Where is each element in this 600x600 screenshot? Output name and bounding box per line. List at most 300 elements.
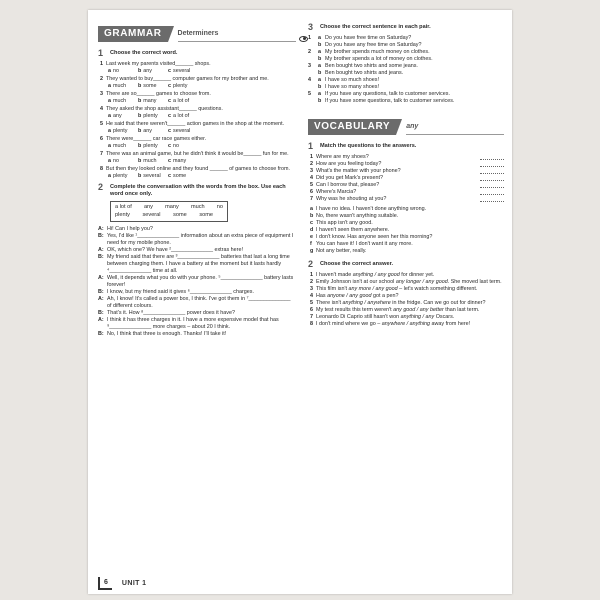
- grammar-exercise-2: [98, 184, 296, 338]
- option-letter: a: [108, 128, 111, 134]
- answer-items: [308, 272, 504, 328]
- item-number: 4: [310, 293, 313, 299]
- line-text: My friend said that there are ³______________ batteries that last a long time between charging them. I have a battery at the moment but it lasts hardly ⁴______________ time at all.: [107, 254, 290, 274]
- eye-icon: [299, 36, 308, 42]
- grammar-tag: GRAMMAR: [98, 26, 168, 42]
- line-text: That's it. How ⁸______________ power does it have?: [107, 310, 235, 316]
- box-word: several: [142, 211, 161, 218]
- box-word: plenty: [115, 211, 130, 218]
- speaker: B:: [98, 310, 104, 316]
- sentence-text: My brother spends much money on clothes.: [325, 49, 430, 55]
- vocabulary-subtitle: any: [406, 122, 504, 135]
- answer-item: [308, 272, 504, 279]
- pair-number: 4: [308, 77, 311, 83]
- sentence-text: Do you have any free time on Saturday?: [325, 42, 422, 48]
- option-letter: c: [168, 113, 171, 119]
- item-text: [316, 300, 504, 307]
- option: [108, 113, 138, 120]
- pair-number: 1: [308, 35, 311, 41]
- text-before: I haven't made: [316, 272, 353, 278]
- option: [108, 83, 138, 90]
- question-number: 3: [100, 91, 103, 97]
- option-text: plenty: [113, 128, 128, 134]
- box-word: no: [216, 204, 223, 210]
- answer-text: No, there wasn't anything suitable.: [316, 213, 399, 219]
- option-text: much: [113, 98, 127, 104]
- option: [138, 68, 168, 75]
- question-number: 5: [310, 182, 313, 188]
- page-number: 6: [98, 577, 112, 590]
- question-number: 1: [310, 154, 313, 160]
- unit-label: UNIT 1: [121, 580, 147, 587]
- option: [168, 113, 198, 120]
- right-column: [308, 24, 504, 328]
- dialogue-line: [98, 296, 296, 310]
- question-text: Why was he shouting at you?: [316, 196, 387, 202]
- exercise-number: 2: [98, 182, 104, 192]
- pair-number-spacer: [308, 70, 318, 77]
- option: [108, 143, 138, 150]
- option-letter: b: [318, 42, 322, 48]
- question-number: 8: [100, 166, 103, 172]
- option-text: any: [113, 113, 122, 119]
- line-text: Hi! Can I help you?: [107, 226, 153, 232]
- option: [138, 143, 168, 150]
- match-answer: [308, 213, 504, 220]
- option-letter: c: [168, 98, 171, 104]
- match-question: [308, 161, 504, 168]
- answer-text: You can have it! I don't want it any more.: [316, 241, 413, 247]
- question-text: There were______ car race games either.: [106, 136, 207, 142]
- box-word: any: [143, 204, 153, 210]
- option: [138, 98, 168, 105]
- option: [138, 158, 168, 165]
- option-text: any: [143, 128, 152, 134]
- answer-text: I haven't seen them anywhere.: [316, 227, 390, 233]
- question-text: What's the matter with your phone?: [316, 168, 401, 174]
- option-text: a lot of: [173, 98, 190, 104]
- option-letter: a: [318, 77, 321, 83]
- question-item: [98, 76, 296, 83]
- item-text: [316, 321, 504, 328]
- option-letter: b: [138, 113, 142, 119]
- match-answer: [308, 248, 504, 255]
- option-letter: c: [168, 143, 171, 149]
- question-text: But then they looked online and they found ______ of games to choose from.: [106, 166, 291, 172]
- question-number: 2: [310, 161, 313, 167]
- sentence-text: Ben bought two shirts and some jeans.: [325, 63, 418, 69]
- dialogue-line: [98, 275, 296, 289]
- option: [108, 158, 138, 165]
- option-letter: b: [318, 98, 322, 104]
- option-text: any: [143, 68, 152, 74]
- option-letter: b: [318, 70, 322, 76]
- text-after: than last term.: [443, 307, 480, 313]
- match-question: [308, 189, 504, 196]
- question-item: [98, 166, 296, 173]
- speaker: A:: [98, 317, 104, 323]
- vocabulary-banner: [308, 117, 504, 135]
- match-question: [308, 154, 504, 161]
- sentence-option: [308, 35, 504, 42]
- option-letter: b: [318, 84, 322, 90]
- answer-blank: [480, 168, 504, 174]
- grammar-ex1-items: [98, 61, 296, 180]
- answer-item: [308, 321, 504, 328]
- match-answer: [308, 220, 504, 227]
- left-column: [98, 24, 296, 338]
- option-letter: a: [318, 35, 321, 41]
- dialogue-line: [98, 289, 296, 296]
- item-number: 1: [310, 272, 313, 278]
- question-number: 6: [100, 136, 103, 142]
- page-footer: [98, 577, 146, 590]
- pair-number-spacer: [308, 42, 318, 49]
- sentence-option: [308, 42, 504, 49]
- option-letter: a: [108, 98, 111, 104]
- choice-options: anywhere / anything: [381, 321, 431, 327]
- item-text: [316, 307, 504, 314]
- choice-options: any more / any good: [348, 286, 398, 292]
- match-answer: [308, 241, 504, 248]
- option-letter: b: [138, 83, 142, 89]
- match-answers: [308, 206, 504, 255]
- sentence-text: Ben bought two shirts and jeans.: [325, 70, 404, 76]
- answer-options: [98, 143, 296, 150]
- text-before: Emily Johnson isn't at our school: [316, 279, 396, 285]
- question-item: [98, 106, 296, 113]
- dialogue-line: [98, 226, 296, 233]
- pair-number: 2: [308, 49, 311, 55]
- option-letter: a: [108, 143, 111, 149]
- item-text: [316, 314, 504, 321]
- line-text: I think it has three charges in it. I have a more expensive model that has ⁹______________ more charges – about 20 I think.: [107, 317, 279, 330]
- option-text: many: [143, 98, 157, 104]
- option: [168, 143, 198, 150]
- match-answer: [308, 227, 504, 234]
- choice-options: any good / any better: [393, 307, 444, 313]
- item-number: 8: [310, 321, 313, 327]
- answer-options: [98, 158, 296, 165]
- answer-blank: [480, 189, 504, 195]
- text-after: in the fridge. Can we go out for dinner?: [390, 300, 486, 306]
- text-before: Has: [316, 293, 328, 299]
- option-text: much: [113, 143, 127, 149]
- text-after: . She moved last term.: [447, 279, 502, 285]
- answer-text: Not any better, really.: [316, 248, 367, 254]
- exercise-number: 3: [308, 22, 314, 32]
- answer-options: [98, 98, 296, 105]
- sentence-text: If you have any questions, talk to customer services.: [325, 91, 450, 97]
- answer-letter: d: [310, 227, 314, 233]
- option-letter: c: [168, 173, 171, 179]
- option-text: plenty: [173, 83, 188, 89]
- sentence-option: [308, 84, 504, 91]
- pair-number: 3: [308, 63, 311, 69]
- line-text: I know, but my friend said it gives ⁶______________ charges.: [107, 289, 254, 295]
- question-text: He said that there weren't______ action games in the shop at the moment.: [106, 121, 285, 127]
- question-item: [98, 91, 296, 98]
- option-text: a lot of: [173, 113, 190, 119]
- option-letter: a: [108, 173, 111, 179]
- option: [168, 68, 198, 75]
- grammar-subtitle: Determiners: [178, 29, 296, 42]
- option: [108, 68, 138, 75]
- question-text: Can I borrow that, please?: [316, 182, 380, 188]
- grammar-exercise-1: [98, 50, 296, 180]
- question-text: Where's Marcia?: [316, 189, 357, 195]
- text-after: for dinner yet.: [399, 272, 435, 278]
- question-item: [98, 121, 296, 128]
- grammar-banner: [98, 24, 296, 42]
- answer-letter: a: [310, 206, 313, 212]
- vocabulary-tag: VOCABULARY: [308, 119, 396, 135]
- text-before: My test results this term weren't: [316, 307, 394, 313]
- speaker: A:: [98, 296, 104, 302]
- question-number: 1: [100, 61, 103, 67]
- answer-letter: e: [310, 234, 313, 240]
- pair-number: 5: [308, 91, 311, 97]
- option-letter: b: [318, 56, 322, 62]
- item-number: 3: [310, 286, 313, 292]
- exercise-title: Choose the correct sentence in each pair.: [320, 24, 431, 30]
- speaker: A:: [98, 247, 104, 253]
- option: [138, 173, 168, 180]
- word-box: [110, 201, 228, 222]
- question-text: Where are my shoes?: [316, 154, 369, 160]
- option-letter: a: [108, 158, 111, 164]
- answer-options: [98, 83, 296, 90]
- option: [138, 113, 168, 120]
- item-text: [316, 293, 504, 300]
- option-letter: c: [168, 158, 171, 164]
- question-number: 7: [310, 196, 313, 202]
- answer-blank: [480, 196, 504, 202]
- conversation: [98, 226, 296, 338]
- option-text: much: [113, 83, 127, 89]
- option-letter: a: [108, 113, 111, 119]
- sentence-option: [308, 56, 504, 63]
- speaker: A:: [98, 275, 104, 281]
- option-letter: b: [138, 173, 142, 179]
- speaker: B:: [98, 331, 104, 337]
- question-text: Did you get Mark's present?: [316, 175, 383, 181]
- text-after: got a pen?: [371, 293, 399, 299]
- dialogue-line: [98, 331, 296, 338]
- question-text: They wanted to buy______ computer games for my brother and me.: [106, 76, 269, 82]
- answer-item: [308, 286, 504, 293]
- answer-item: [308, 314, 504, 321]
- text-before: I don't mind where we go –: [316, 321, 382, 327]
- option-letter: a: [108, 83, 111, 89]
- option-letter: b: [138, 68, 142, 74]
- speaker: A:: [98, 226, 104, 232]
- match-answer: [308, 234, 504, 241]
- answer-letter: g: [310, 248, 314, 254]
- match-question: [308, 175, 504, 182]
- speaker: B:: [98, 233, 104, 239]
- option-text: several: [173, 68, 191, 74]
- exercise-number: 1: [98, 48, 104, 58]
- exercise-title: Choose the correct answer.: [320, 261, 394, 267]
- dialogue-line: [98, 233, 296, 247]
- option: [108, 128, 138, 135]
- line-text: Well, it depends what you do with your phone. ⁵______________ battery lasts forever!: [107, 275, 294, 288]
- answer-options: [98, 113, 296, 120]
- sentence-text: If you have some questions, talk to customer services.: [325, 98, 455, 104]
- dialogue-line: [98, 310, 296, 317]
- answer-blank: [480, 175, 504, 181]
- item-number: 6: [310, 307, 313, 313]
- choice-options: anyone / any good: [327, 293, 372, 299]
- option-letter: a: [318, 63, 321, 69]
- question-text: How are you feeling today?: [316, 161, 382, 167]
- option: [168, 128, 198, 135]
- sentence-text: I have so much shoes!: [325, 77, 379, 83]
- question-number: 5: [100, 121, 103, 127]
- dialogue-line: [98, 254, 296, 275]
- option: [168, 173, 198, 180]
- question-number: 7: [100, 151, 103, 157]
- line-text: OK, which one? We have ²______________ extras here!: [107, 247, 243, 253]
- question-number: 6: [310, 189, 313, 195]
- answer-blank: [480, 161, 504, 167]
- sentence-text: I have so many shoes!: [325, 84, 379, 90]
- option-letter: b: [138, 143, 142, 149]
- question-text: Last week my parents visited______ shops.: [106, 61, 211, 67]
- option: [168, 98, 198, 105]
- answer-text: I don't know. Has anyone seen her this morning?: [316, 234, 433, 240]
- item-text: [316, 286, 504, 293]
- line-text: Ah, I know! It's called a power box, I think. I've got them in ⁷______________ of different colours.: [107, 296, 291, 309]
- answer-item: [308, 279, 504, 286]
- question-item: [98, 151, 296, 158]
- dialogue-line: [98, 317, 296, 331]
- choice-options: anything / anywhere: [342, 300, 391, 306]
- text-after: away from here!: [430, 321, 471, 327]
- line-text: No, I think that three is enough. Thanks! I'll take it!: [107, 331, 227, 337]
- text-after: – let's watch something different.: [397, 286, 478, 292]
- box-word: much: [190, 204, 205, 210]
- pair-number-spacer: [308, 98, 318, 105]
- option-letter: c: [168, 83, 171, 89]
- exercise-title: Choose the correct word.: [110, 50, 178, 56]
- exercise-title: Match the questions to the answers.: [320, 143, 417, 149]
- item-number: 5: [310, 300, 313, 306]
- box-word: some: [173, 211, 187, 218]
- option-letter: a: [318, 49, 321, 55]
- option-text: some: [143, 83, 157, 89]
- option-text: no: [173, 143, 179, 149]
- speaker: B:: [98, 254, 104, 260]
- question-item: [98, 136, 296, 143]
- option-text: plenty: [143, 143, 158, 149]
- question-number: 4: [100, 106, 103, 112]
- option-text: several: [143, 173, 161, 179]
- text-before: There isn't: [316, 300, 343, 306]
- text-before: This film isn't: [316, 286, 349, 292]
- option-text: plenty: [113, 173, 128, 179]
- answer-text: I have no idea. I haven't done anything wrong.: [316, 206, 427, 212]
- option-text: some: [173, 173, 187, 179]
- option: [108, 173, 138, 180]
- answer-options: [98, 68, 296, 75]
- option-letter: b: [138, 128, 142, 134]
- sentence-option: [308, 91, 504, 98]
- answer-text: This app isn't any good.: [316, 220, 373, 226]
- option: [168, 158, 198, 165]
- pair-number-spacer: [308, 56, 318, 63]
- pair-number-spacer: [308, 84, 318, 91]
- item-text: [316, 272, 504, 279]
- sentence-option: [308, 77, 504, 84]
- choice-options: any longer / any good: [395, 279, 448, 285]
- match-answer: [308, 206, 504, 213]
- match-questions: [308, 154, 504, 203]
- answer-letter: f: [310, 241, 312, 247]
- vocabulary-exercise-1: [308, 143, 504, 255]
- option-letter: c: [168, 128, 171, 134]
- choice-options: anything / any good: [352, 272, 400, 278]
- answer-blank: [480, 154, 504, 160]
- text-after: Oscars.: [434, 314, 455, 320]
- answer-item: [308, 300, 504, 307]
- exercise-title: Complete the conversation with the words from the box. Use each word once only.: [110, 184, 286, 197]
- question-text: There are so______ games to choose from.: [106, 91, 211, 97]
- grammar-exercise-3: [308, 24, 504, 105]
- dialogue-line: [98, 247, 296, 254]
- question-item: [98, 61, 296, 68]
- option-text: several: [173, 128, 191, 134]
- match-question: [308, 168, 504, 175]
- option-text: no: [113, 158, 119, 164]
- box-word: many: [165, 204, 179, 210]
- option-letter: b: [138, 98, 142, 104]
- question-text: There was an animal game, but he didn't think it would be______ fun for me.: [106, 151, 289, 157]
- option: [168, 83, 198, 90]
- option-text: no: [113, 68, 119, 74]
- option: [138, 128, 168, 135]
- sentence-option: [308, 63, 504, 70]
- option: [108, 98, 138, 105]
- option-text: plenty: [143, 113, 158, 119]
- choice-options: anything / any: [400, 314, 435, 320]
- exercise-number: 2: [308, 259, 314, 269]
- answer-item: [308, 293, 504, 300]
- item-text: [316, 279, 504, 286]
- option: [138, 83, 168, 90]
- sentence-text: My brother spends a lot of money on clothes.: [325, 56, 433, 62]
- answer-letter: c: [310, 220, 313, 226]
- question-number: 3: [310, 168, 313, 174]
- match-question: [308, 182, 504, 189]
- sentence-text: Do you have free time on Saturday?: [325, 35, 412, 41]
- option-letter: c: [168, 68, 171, 74]
- answer-item: [308, 307, 504, 314]
- question-text: They asked the shop assistant______ questions.: [106, 106, 223, 112]
- option-text: many: [173, 158, 187, 164]
- workbook-page: [88, 10, 512, 594]
- answer-options: [98, 173, 296, 180]
- question-number: 2: [100, 76, 103, 82]
- item-number: 2: [310, 279, 313, 285]
- sentence-option: [308, 70, 504, 77]
- sentence-option: [308, 49, 504, 56]
- sentence-pairs: [308, 35, 504, 105]
- option-letter: a: [108, 68, 111, 74]
- speaker: B:: [98, 289, 104, 295]
- question-number: 4: [310, 175, 313, 181]
